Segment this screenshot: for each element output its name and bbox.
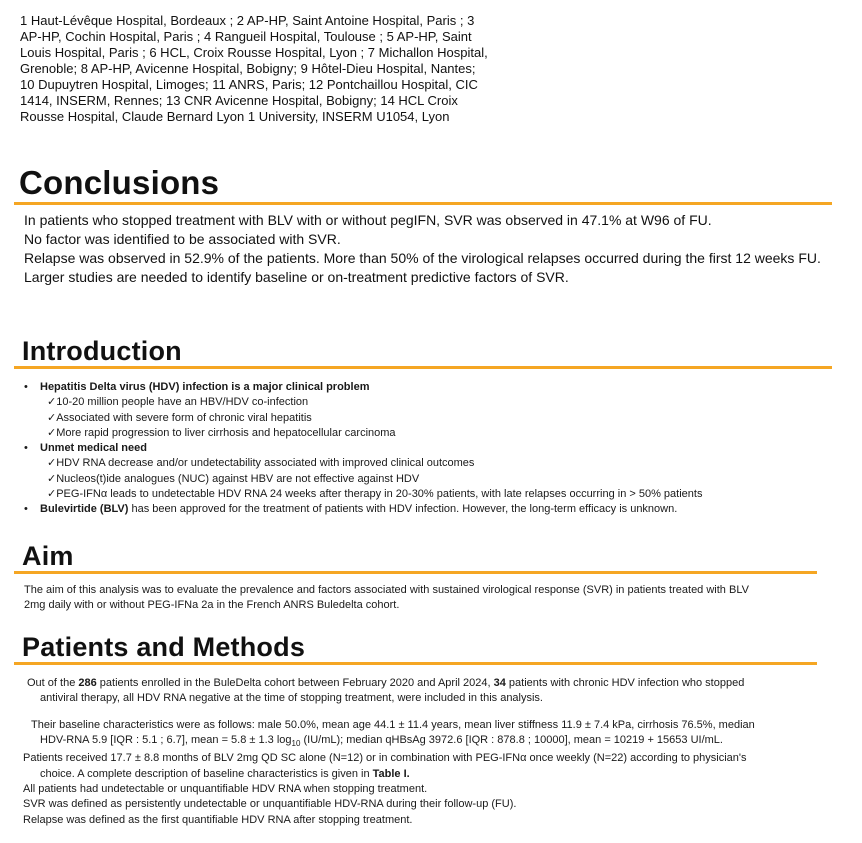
methods-line: antiviral therapy, all HDV RNA negative at the time of stopping treatment, were included in this analysis. <box>40 692 543 705</box>
conclusions-divider <box>14 202 832 205</box>
check-icon: ✓ <box>47 396 57 409</box>
methods-text <box>23 676 847 828</box>
methods-line: Patients received 17.7 ± 8.8 months of BLV 2mg QD SC alone (N=12) or in combination with PEG-IFNα once weekly (N=22) according to physician's <box>23 752 747 765</box>
check-icon: ✓ <box>47 472 57 485</box>
intro-subitem: ✓Associated with severe form of chronic viral hepatitis <box>47 411 312 424</box>
check-icon: ✓ <box>47 457 57 470</box>
bullet-icon: • <box>24 381 28 393</box>
methods-line: HDV-RNA 5.9 [IQR : 5.1 ; 6.7], mean = 5.8 ± 1.3 $\log_{10} (IU/mL)$; median qHBsAg 3972.6 [IQR : 878.8 ; 10000], mean = 10219 + 15653 UI/mL. <box>40 733 723 749</box>
conclusion-line: Relapse was observed in 52.9% of the patients. More than 50% of the virological relapses occurred during the first 12 weeks FU. <box>24 250 821 266</box>
aim-line: 2mg daily with or without PEG-IFNa 2a in the French ANRS Buledelta cohort. <box>24 599 400 612</box>
methods-divider <box>14 662 817 665</box>
intro-subitem: ✓PEG-IFNα leads to undetectable HDV RNA 24 weeks after therapy in 20-30% patients, with late relapses occurring in > 50% patients <box>47 488 703 501</box>
methods-line: choice. A complete description of baseline characteristics is given in Table I. <box>40 767 410 780</box>
methods-line: Their baseline characteristics were as follows: male 50.0%, mean age 44.1 ± 11.4 years, mean liver stiffness 11.9 ± 7.4 kPa, cirrhosis 76.5%, median <box>31 718 755 731</box>
intro-subitem: ✓10-20 million people have an HBV/HDV co-infection <box>47 396 309 409</box>
affiliation-line: Grenoble; 8 AP-HP, Avicenne Hospital, Bobigny; 9 Hôtel-Dieu Hospital, Nantes; <box>20 61 476 76</box>
methods-line: All patients had undetectable or unquantifiable HDV RNA when stopping treatment. <box>23 782 428 795</box>
conclusions-text <box>24 211 844 287</box>
aim-heading: Aim <box>22 541 74 571</box>
check-icon: ✓ <box>47 411 57 424</box>
aim-line: The aim of this analysis was to evaluate the prevalence and factors associated with sustained virological response (SVR) in patients treated with BLV <box>24 584 749 596</box>
methods-line: Out of the 286 patients enrolled in the BuleDelta cohort between February 2020 and April 2024, 34 patients with chronic HDV infection who stopped <box>27 677 745 689</box>
introduction-list <box>24 380 844 518</box>
introduction-divider <box>14 366 832 369</box>
affiliation-line: Louis Hospital, Paris ; 6 HCL, Croix Rousse Hospital, Lyon ; 7 Michallon Hospital, <box>20 45 488 60</box>
methods-line: Relapse was defined as the first quantifiable HDV RNA after stopping treatment. <box>23 813 413 826</box>
introduction-heading: Introduction <box>22 336 182 366</box>
conclusion-line: No factor was identified to be associated with SVR. <box>24 231 341 247</box>
intro-subitem: ✓Nucleos(t)ide analogues (NUC) against HBV are not effective against HDV <box>47 472 420 485</box>
methods-line: SVR was defined as persistently undetectable or unquantifiable HDV-RNA during their follow-up (FU). <box>23 798 517 811</box>
conclusion-line: In patients who stopped treatment with BLV with or without pegIFN, SVR was observed in 47.1% at W96 of FU. <box>24 212 712 228</box>
intro-bullet-2: • Unmet medical need <box>24 441 844 456</box>
check-icon: ✓ <box>47 488 57 501</box>
conclusions-heading: Conclusions <box>19 164 220 201</box>
intro-subitem: ✓More rapid progression to liver cirrhosis and hepatocellular carcinoma <box>47 426 396 439</box>
methods-heading: Patients and Methods <box>22 632 306 662</box>
affiliations <box>20 13 550 125</box>
affiliation-line: Rousse Hospital, Claude Bernard Lyon 1 University, INSERM U1054, Lyon <box>20 109 450 124</box>
aim-divider <box>14 571 817 574</box>
intro-bullet-1: • Hepatitis Delta virus (HDV) infection is a major clinical problem <box>24 380 844 395</box>
conclusion-line: Larger studies are needed to identify baseline or on-treatment predictive factors of SVR. <box>24 269 569 285</box>
affiliation-line: 10 Dupuytren Hospital, Limoges; 11 ANRS, Paris; 12 Pontchaillou Hospital, CIC <box>20 77 478 92</box>
aim-text <box>24 583 844 614</box>
intro-bullet-3: • Bulevirtide (BLV) has been approved for the treatment of patients with HDV infection. However, the long-term efficacy is unknown. <box>24 502 844 517</box>
affiliation-line: 1414, INSERM, Rennes; 13 CNR Avicenne Hospital, Bobigny; 14 HCL Croix <box>20 93 458 108</box>
bullet-icon: • <box>24 442 28 455</box>
check-icon: ✓ <box>47 426 57 439</box>
affiliation-line: AP-HP, Cochin Hospital, Paris ; 4 Rangueil Hospital, Toulouse ; 5 AP-HP, Saint <box>20 29 472 44</box>
affiliation-line: 1 Haut-Lévêque Hospital, Bordeaux ; 2 AP-HP, Saint Antoine Hospital, Paris ; 3 <box>20 13 475 28</box>
intro-subitem: ✓HDV RNA decrease and/or undetectability associated with improved clinical outcomes <box>47 457 475 470</box>
bullet-icon: • <box>24 503 28 516</box>
